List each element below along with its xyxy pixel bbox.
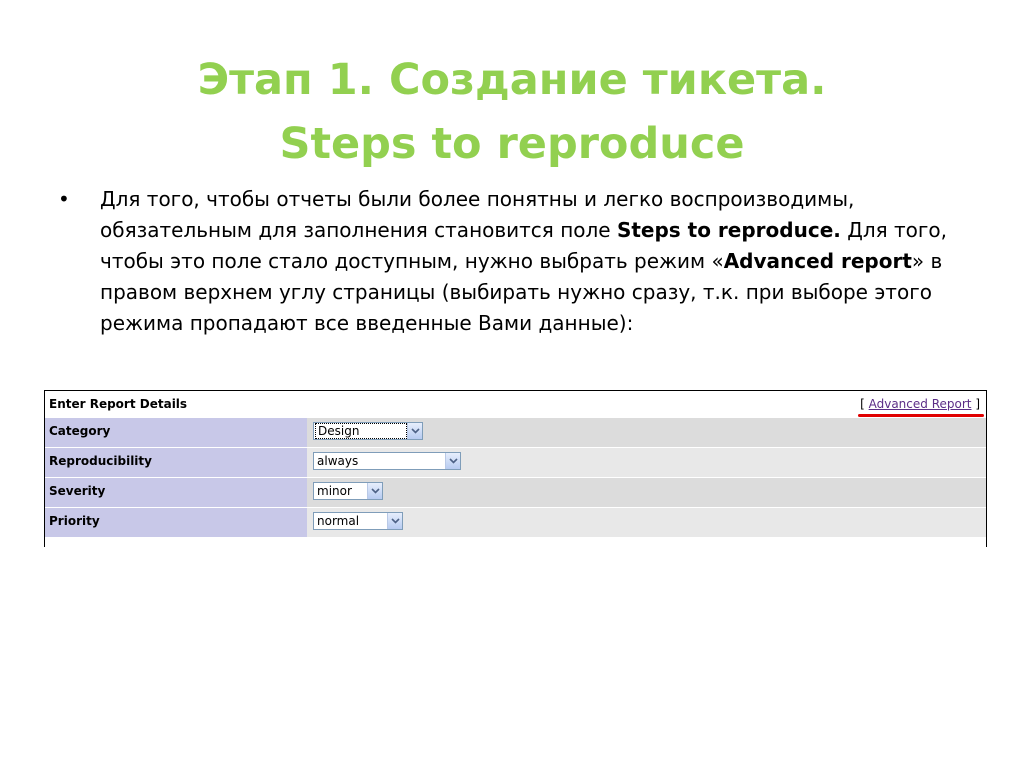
bracket-open: [: [860, 397, 865, 411]
panel-bottom: [45, 537, 986, 547]
bullet-bold-advanced: Advanced report: [723, 249, 912, 273]
category-label: Category: [45, 418, 307, 447]
advanced-report-wrap: [860, 397, 980, 411]
bullet-text-part-3: » в правом верхнем углу страницы (выбирать нужно сразу, т.к. при выборе этого режима пропадают все введенные Вами данные):: [100, 249, 943, 335]
reproducibility-row: [45, 447, 986, 477]
category-select-value: Design: [315, 423, 407, 439]
highlight-underline: [858, 414, 984, 417]
category-field: [307, 418, 986, 447]
reproducibility-label: Reproducibility: [45, 448, 307, 477]
priority-select-value: normal: [317, 514, 360, 528]
bullet-item: [58, 184, 958, 339]
panel-header-title: Enter Report Details: [49, 397, 188, 411]
bullet-dot-icon: •: [58, 187, 70, 211]
severity-label: Severity: [45, 478, 307, 507]
chevron-down-icon[interactable]: [445, 453, 460, 469]
category-row: [45, 417, 986, 447]
bullet-bold-steps: Steps to reproduce.: [616, 218, 841, 242]
panel-header: [45, 391, 986, 417]
reproducibility-field: [307, 448, 986, 477]
bullet-list: [58, 184, 958, 339]
slide-title-line-2: Steps to reproduce: [279, 119, 745, 169]
advanced-report-link[interactable]: Advanced Report: [868, 397, 972, 411]
severity-field: [307, 478, 986, 507]
slide-title-line-1: Этап 1. Создание тикета.: [197, 55, 827, 105]
chevron-down-icon[interactable]: [407, 423, 422, 439]
bullet-text-part-1: Для того, чтобы отчеты были более понятны и легко воспроизводимы, обязательным для заполнения становится поле: [100, 187, 855, 242]
bullet-text-part-2: Для того, чтобы это поле стало доступным, нужно выбрать режим «: [100, 218, 948, 273]
severity-select[interactable]: [313, 482, 383, 500]
severity-row: [45, 477, 986, 507]
reproducibility-select[interactable]: [313, 452, 461, 470]
severity-select-value: minor: [317, 484, 352, 498]
category-select[interactable]: [313, 422, 423, 440]
reproducibility-select-value: always: [317, 454, 359, 468]
chevron-down-icon[interactable]: [367, 483, 382, 499]
report-details-panel: [44, 390, 987, 547]
priority-label: Priority: [45, 508, 307, 537]
slide-title: [0, 48, 1024, 176]
priority-field: [307, 508, 986, 537]
priority-select[interactable]: [313, 512, 403, 530]
bracket-close: ]: [975, 397, 980, 411]
priority-row: [45, 507, 986, 537]
chevron-down-icon[interactable]: [387, 513, 402, 529]
